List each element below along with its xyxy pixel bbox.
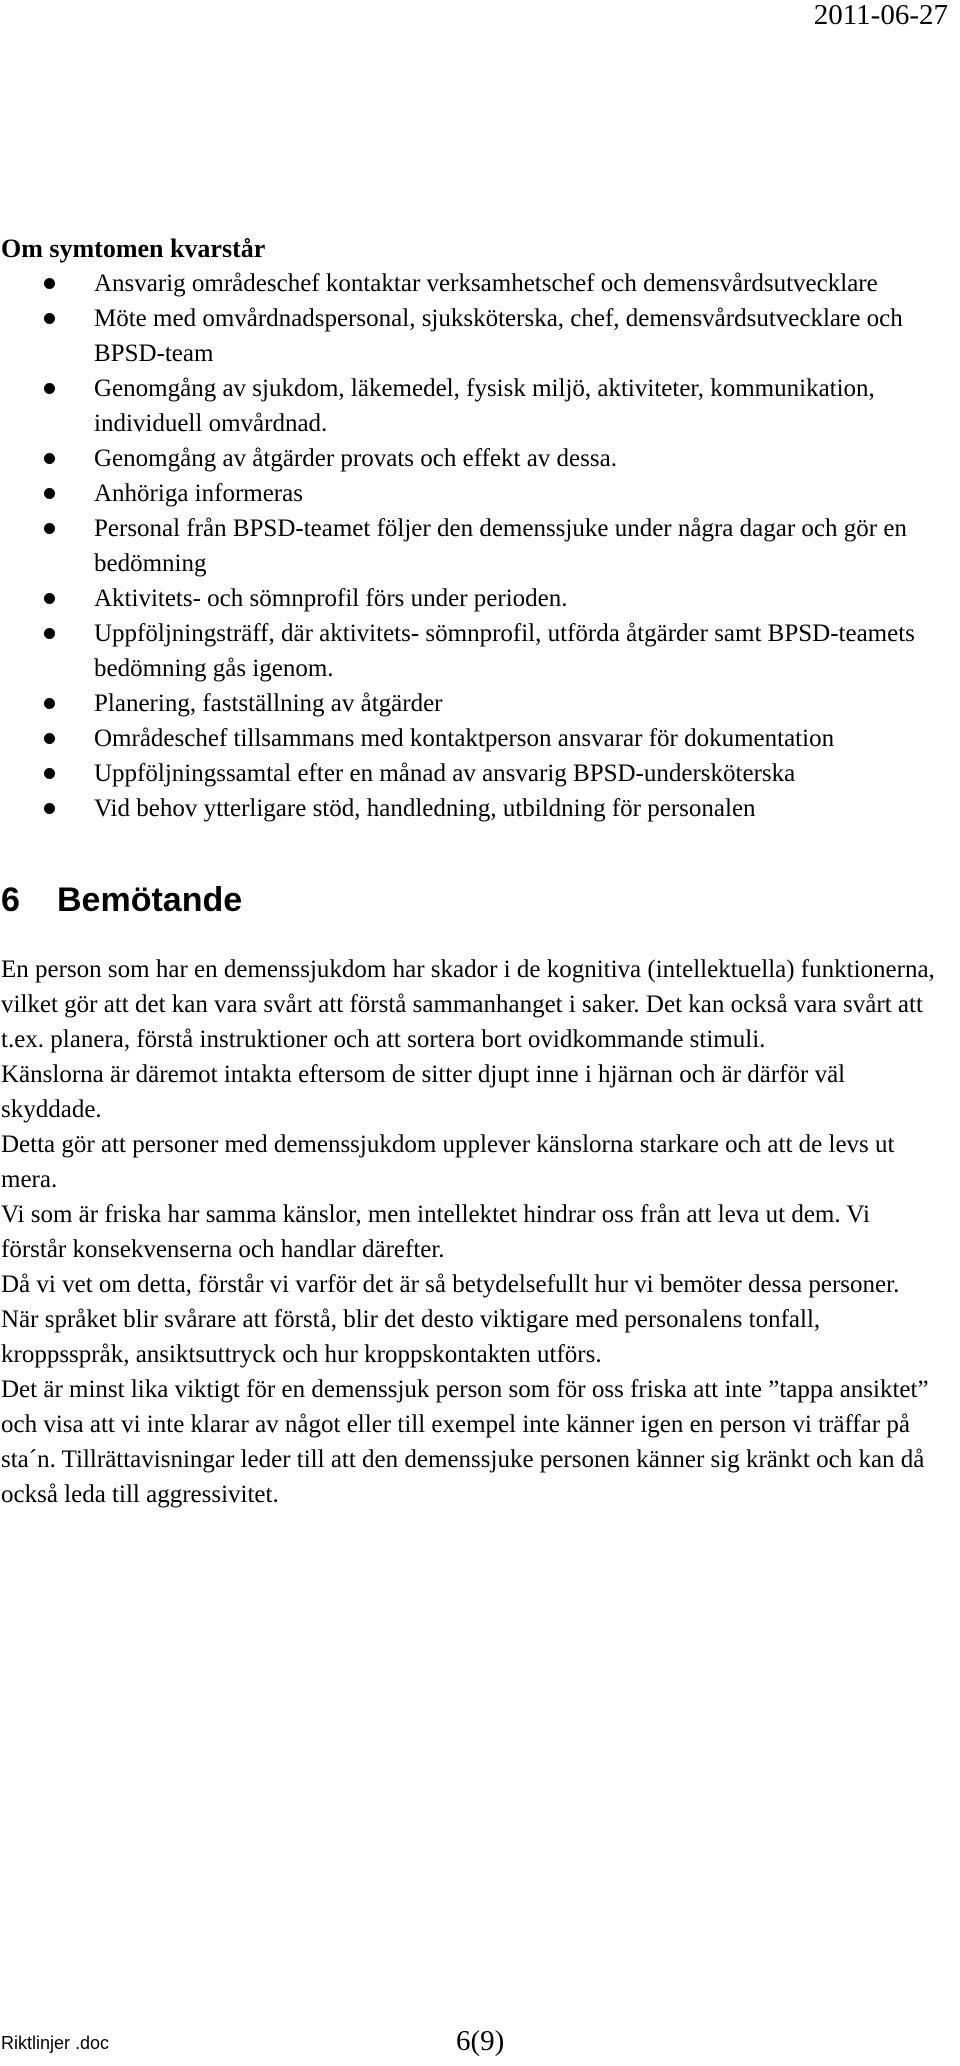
chapter-title: Bemötande [57,881,243,919]
list-item [0,686,940,721]
bullet-icon [44,278,55,289]
list-item-text: Aktivitets- och sömnprofil förs under perioden. [94,585,568,612]
list-item-text: Vid behov ytterligare stöd, handledning, utbildning för personalen [94,795,756,822]
list-item [0,301,940,371]
page-footer [0,2025,960,2061]
paragraph: Detta gör att personer med demenssjukdom upplever känslorna starkare och att de levs ut mera. [1,1131,895,1193]
list-item [0,476,940,511]
list-item [0,721,940,756]
list-item [0,441,940,476]
paragraph: När språket blir svårare att förstå, blir det desto viktigare med personalens tonfall, kroppsspråk, ansiktsuttryck och hur kroppskontakten utförs. [1,1306,821,1368]
footer-filename: Riktlinjer .doc [1,2033,110,2053]
list-item [0,616,940,686]
list-item [0,371,940,441]
list-item-text: Områdeschef tillsammans med kontaktperson ansvarar för dokumentation [94,725,835,752]
bullet-icon [44,768,55,779]
bullet-icon [44,488,55,499]
paragraph: En person som har en demenssjukdom har skador i de kognitiva (intellektuella) funktionerna, vilket gör att det kan vara svårt att förstå sammanhanget i saker. Det kan också vara svårt att t.ex. planera, förstå instruktioner och att sortera bort ovidkommande stimuli. [1,956,935,1053]
list-item-text: Planering, fastställning av åtgärder [94,690,443,717]
header-date: 2011-06-27 [813,0,948,31]
chapter-body [0,952,940,1512]
bullet-icon [44,523,55,534]
list-item-text: Ansvarig områdeschef kontaktar verksamhetschef och demensvårdsutvecklare [94,270,878,297]
bullet-icon [44,313,55,324]
document-page [0,232,940,1512]
bullet-icon [44,383,55,394]
paragraph: Känslorna är däremot intakta eftersom de sitter djupt inne i hjärnan och är därför väl skyddade. [1,1061,846,1123]
list-item [0,511,940,581]
bullet-icon [44,803,55,814]
list-item-text: Anhöriga informeras [94,480,303,507]
bullet-icon [44,733,55,744]
paragraph: Det är minst lika viktigt för en demenssjuk person som för oss friska att inte ”tappa ansiktet” och visa att vi inte klarar av något eller till exempel inte känner igen en person vi träffar på sta´n. Tillrättavisningar leder till att den demenssjuke personen känner sig kränkt och kan då också leda till aggressivitet. [1,1376,929,1508]
list-item-text: Uppföljningssamtal efter en månad av ansvarig BPSD-undersköterska [94,760,796,787]
list-item [0,581,940,616]
list-item [0,756,940,791]
list-item [0,266,940,301]
bullet-icon [44,628,55,639]
bullet-list [0,266,940,826]
list-item-text: Genomgång av sjukdom, läkemedel, fysisk miljö, aktiviteter, kommunikation, individuell omvårdnad. [94,375,875,437]
list-item-text: Uppföljningsträff, där aktivitets- sömnprofil, utförda åtgärder samt BPSD-teamets bedömning gås igenom. [94,620,915,682]
footer-page-number: 6(9) [456,2025,505,2057]
list-item-text: Personal från BPSD-teamet följer den demenssjuke under några dagar och gör en bedömning [94,515,907,577]
list-item-text: Genomgång av åtgärder provats och effekt av dessa. [94,445,617,472]
bullet-icon [44,593,55,604]
paragraph: Då vi vet om detta, förstår vi varför det är så betydelsefullt hur vi bemöter dessa personer. [1,1271,900,1298]
list-item [0,791,940,826]
bullet-icon [44,453,55,464]
chapter-heading [1,880,940,920]
paragraph: Vi som är friska har samma känslor, men intellektet hindrar oss från att leva ut dem. Vi förstår konsekvenserna och handlar därefter. [1,1201,870,1263]
list-item-text: Möte med omvårdnadspersonal, sjuksköterska, chef, demensvårdsutvecklare och BPSD-team [94,305,903,367]
section-heading: Om symtomen kvarstår [1,234,266,263]
bullet-icon [44,698,55,709]
chapter-number: 6 [1,881,20,919]
